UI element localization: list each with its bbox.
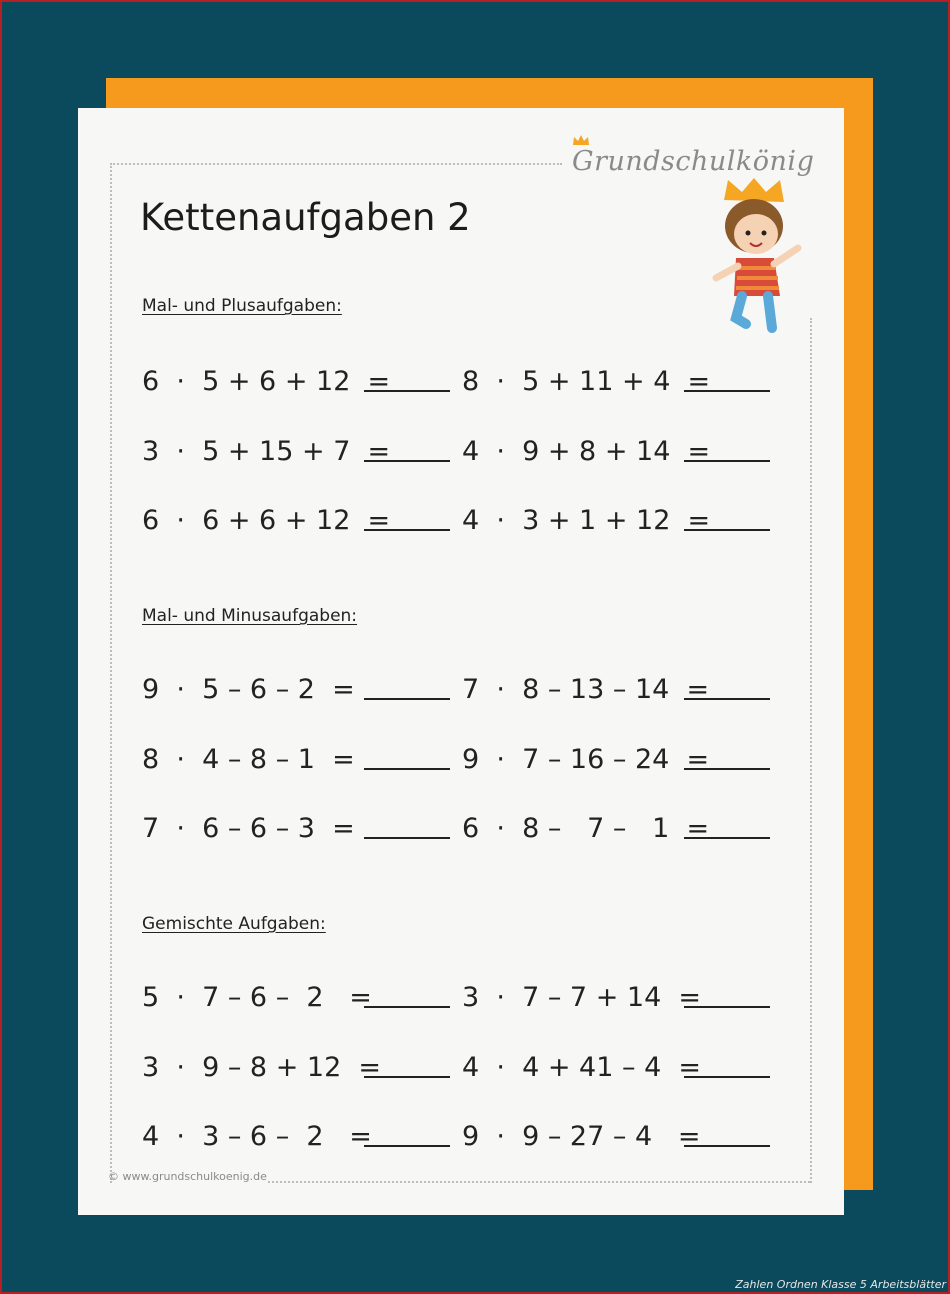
exercise-equation: 3 · 5 + 15 + 7 = — [142, 436, 391, 467]
answer-blank[interactable] — [364, 1006, 450, 1008]
answer-blank[interactable] — [684, 1145, 770, 1147]
exercise-equation: 8 · 4 – 8 – 1 = — [142, 744, 355, 775]
answer-blank[interactable] — [684, 837, 770, 839]
exercise-equation: 4 · 3 + 1 + 12 = — [462, 505, 711, 536]
dotted-border-right — [810, 318, 812, 1183]
image-caption: Zahlen Ordnen Klasse 5 Arbeitsblätter — [735, 1278, 946, 1291]
exercise-equation: 4 · 3 – 6 – 2 = — [142, 1121, 372, 1152]
answer-blank[interactable] — [364, 1145, 450, 1147]
exercise-equation: 9 · 9 – 27 – 4 = — [462, 1121, 701, 1152]
dotted-border-bottom — [268, 1181, 810, 1183]
exercise-row — [142, 670, 802, 710]
crown-icon — [572, 134, 590, 146]
answer-blank[interactable] — [684, 1076, 770, 1078]
answer-blank[interactable] — [684, 768, 770, 770]
exercise-row — [142, 978, 802, 1018]
answer-blank[interactable] — [684, 698, 770, 700]
footer-copyright: © www.grundschulkoenig.de — [108, 1170, 267, 1183]
exercise-equation: 4 · 4 + 41 – 4 = — [462, 1052, 702, 1083]
exercise-equation: 5 · 7 – 6 – 2 = — [142, 982, 372, 1013]
answer-blank[interactable] — [364, 837, 450, 839]
exercise-equation: 6 · 5 + 6 + 12 = — [142, 366, 391, 397]
answer-blank[interactable] — [364, 390, 450, 392]
page-title: Kettenaufgaben 2 — [140, 196, 471, 239]
section-heading: Mal- und Plusaufgaben: — [142, 296, 342, 316]
answer-blank[interactable] — [684, 390, 770, 392]
exercise-equation: 9 · 7 – 16 – 24 = — [462, 744, 710, 775]
brand-logo: Grundschulkönig — [572, 146, 815, 177]
exercise-row — [142, 809, 802, 849]
answer-blank[interactable] — [364, 768, 450, 770]
exercise-equation: 9 · 5 – 6 – 2 = — [142, 674, 355, 705]
dotted-border-top — [110, 163, 562, 165]
exercise-equation: 4 · 9 + 8 + 14 = — [462, 436, 711, 467]
king-boy-mascot-icon — [706, 178, 806, 333]
exercise-equation: 6 · 8 – 7 – 1 = — [462, 813, 710, 844]
answer-blank[interactable] — [684, 529, 770, 531]
answer-blank[interactable] — [364, 460, 450, 462]
exercise-row — [142, 362, 802, 402]
exercise-equation: 6 · 6 + 6 + 12 = — [142, 505, 391, 536]
answer-blank[interactable] — [364, 1076, 450, 1078]
exercise-row — [142, 740, 802, 780]
exercise-row — [142, 1048, 802, 1088]
exercise-equation: 7 · 8 – 13 – 14 = — [462, 674, 710, 705]
dotted-border-left — [110, 163, 112, 1183]
answer-blank[interactable] — [684, 460, 770, 462]
exercise-equation: 3 · 7 – 7 + 14 = — [462, 982, 702, 1013]
exercise-row — [142, 1117, 802, 1157]
answer-blank[interactable] — [364, 698, 450, 700]
exercise-equation: 3 · 9 – 8 + 12 = — [142, 1052, 382, 1083]
answer-blank[interactable] — [684, 1006, 770, 1008]
exercise-equation: 7 · 6 – 6 – 3 = — [142, 813, 355, 844]
section-heading: Mal- und Minusaufgaben: — [142, 606, 358, 626]
section-heading: Gemischte Aufgaben: — [142, 914, 326, 934]
exercise-row — [142, 501, 802, 541]
exercise-equation: 8 · 5 + 11 + 4 = — [462, 366, 711, 397]
answer-blank[interactable] — [364, 529, 450, 531]
exercise-row — [142, 432, 802, 472]
worksheet-page — [78, 108, 844, 1215]
